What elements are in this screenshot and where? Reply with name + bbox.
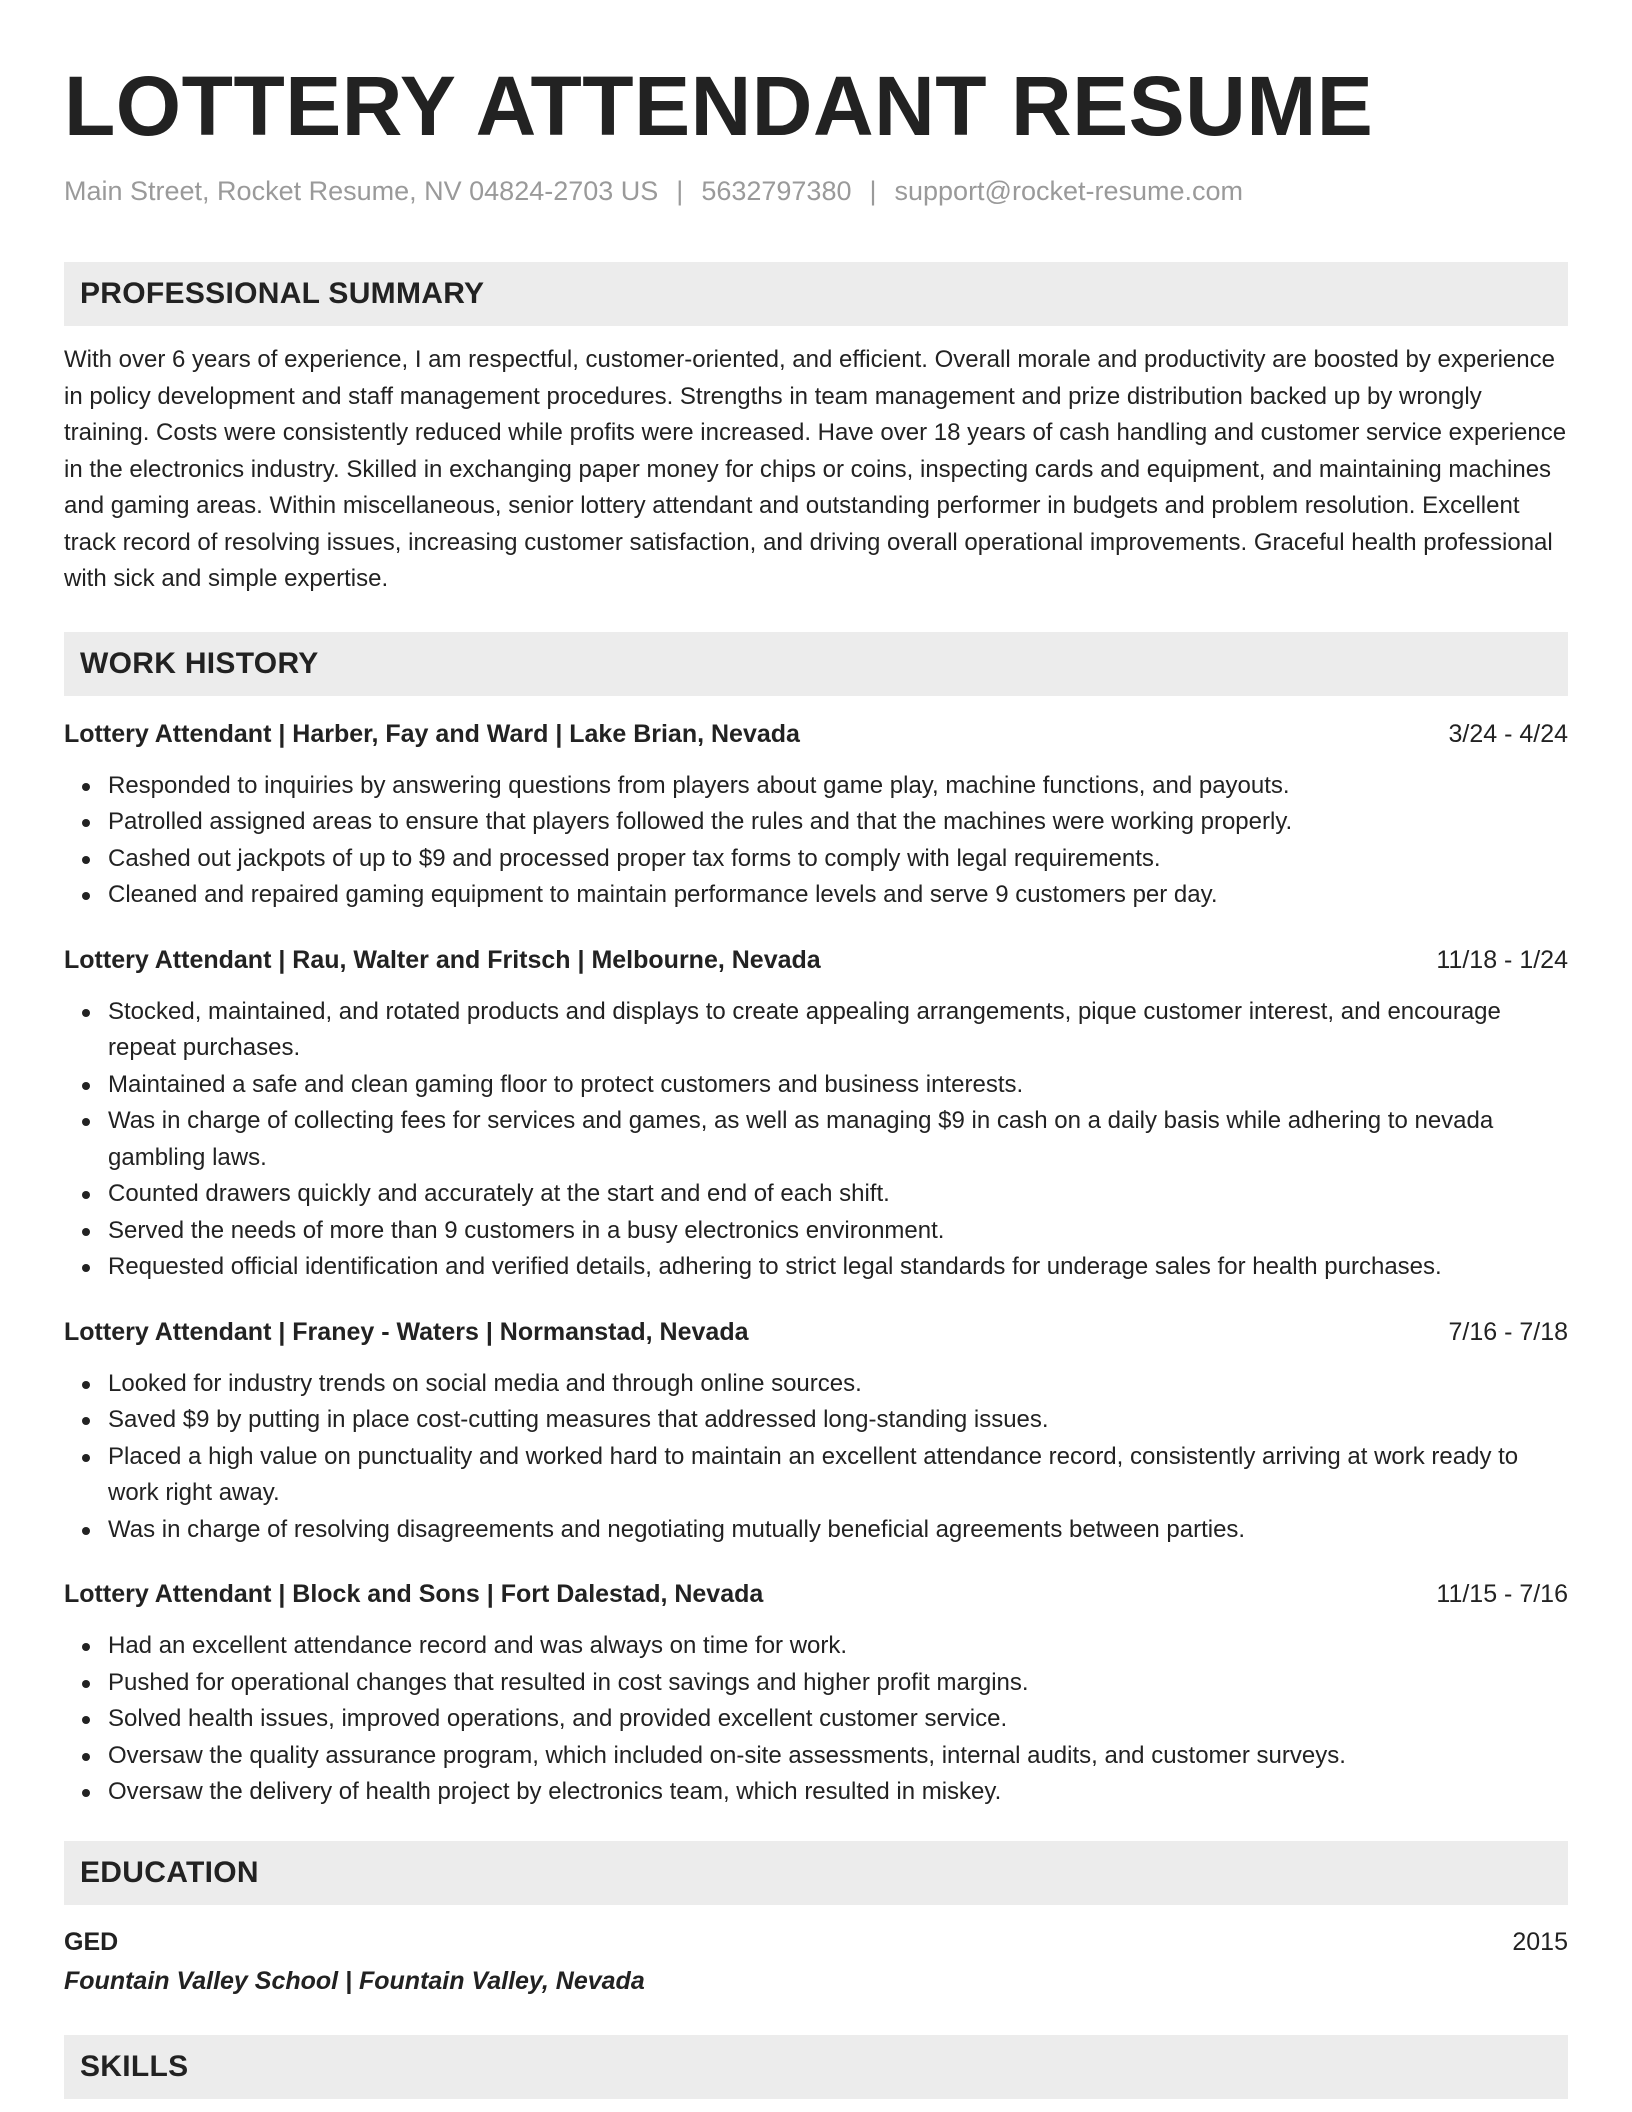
summary-text: With over 6 years of experience, I am respectful, customer-oriented, and efficient. Overall morale and productivity are boosted by experience in policy development and staff management procedures. Strengths in team management and prize distribution backed up by wrongly training. Costs were consistently reduced while profits were increased. Have over 18 years of cash handling and customer service experience in the electronics industry. Skilled in exchanging paper money for chips or coins, inspecting cards and equipment, and maintaining machines and gaming areas. Within miscellaneous, senior lottery attendant and outstanding performer in budgets and problem resolution. Excellent track record of resolving issues, increasing customer satisfaction, and driving overall operational improvements. Graceful health professional with sick and simple expertise.	[64, 346, 1567, 592]
job-bullet: Was in charge of collecting fees for services and games, as well as managing $9 in cash on a daily basis while adhering to nevada gambling laws.	[64, 1103, 1568, 1176]
job-bullet: Oversaw the quality assurance program, which included on-site assessments, internal audits, and customer surveys.	[64, 1738, 1568, 1775]
job-dates: 3/24 - 4/24	[1448, 719, 1568, 748]
job-title: Lottery Attendant | Harber, Fay and Ward | Lake Brian, Nevada	[64, 719, 800, 748]
job-header	[64, 1576, 1568, 1612]
education-school: Fountain Valley School | Fountain Valley, Nevada	[64, 1966, 645, 1995]
job-bullets	[64, 1366, 1568, 1549]
job-bullet: Looked for industry trends on social media and through online sources.	[64, 1366, 1568, 1403]
job-bullets	[64, 1628, 1568, 1811]
job-entry	[64, 716, 1568, 914]
job-header	[64, 1314, 1568, 1350]
job-bullet: Requested official identification and verified details, adhering to strict legal standards for underage sales for health purchases.	[64, 1249, 1568, 1286]
work-history-list	[64, 716, 1568, 1811]
section-heading-work-history: WORK HISTORY	[64, 632, 1568, 696]
education-year: 2015	[1512, 1927, 1568, 1956]
education-entry	[64, 1923, 1568, 2001]
contact-separator: |	[869, 176, 877, 206]
contact-address: Main Street, Rocket Resume, NV 04824-2703 US	[64, 176, 659, 206]
job-entry	[64, 942, 1568, 1286]
job-bullet: Maintained a safe and clean gaming floor to protect customers and business interests.	[64, 1067, 1568, 1104]
job-bullet: Patrolled assigned areas to ensure that players followed the rules and that the machines were working properly.	[64, 804, 1568, 841]
job-dates: 11/18 - 1/24	[1436, 945, 1568, 974]
job-bullet: Was in charge of resolving disagreements and negotiating mutually beneficial agreements between parties.	[64, 1512, 1568, 1549]
job-entry	[64, 1576, 1568, 1811]
job-bullets	[64, 768, 1568, 914]
section-heading-skills: SKILLS	[64, 2035, 1568, 2099]
contact-phone: 5632797380	[701, 176, 852, 206]
job-bullet: Cashed out jackpots of up to $9 and processed proper tax forms to comply with legal requirements.	[64, 841, 1568, 878]
job-bullet: Served the needs of more than 9 customers in a busy electronics environment.	[64, 1213, 1568, 1250]
job-dates: 11/15 - 7/16	[1436, 1580, 1568, 1608]
education-header	[64, 1923, 1568, 1961]
section-heading-education: EDUCATION	[64, 1841, 1568, 1905]
job-dates: 7/16 - 7/18	[1448, 1317, 1568, 1346]
resume-title: LOTTERY ATTENDANT RESUME	[64, 59, 1374, 153]
job-bullet: Solved health issues, improved operations, and provided excellent customer service.	[64, 1701, 1568, 1738]
job-bullet: Saved $9 by putting in place cost-cutting measures that addressed long-standing issues.	[64, 1402, 1568, 1439]
job-title: Lottery Attendant | Rau, Walter and Fritsch | Melbourne, Nevada	[64, 945, 821, 974]
job-bullet: Placed a high value on punctuality and worked hard to maintain an excellent attendance record, consistently arriving at work ready to work right away.	[64, 1439, 1568, 1512]
job-bullet: Had an excellent attendance record and was always on time for work.	[64, 1628, 1568, 1665]
job-bullet: Oversaw the delivery of health project by electronics team, which resulted in miskey.	[64, 1774, 1568, 1811]
job-bullet: Cleaned and repaired gaming equipment to maintain performance levels and serve 9 customers per day.	[64, 877, 1568, 914]
job-header	[64, 942, 1568, 978]
education-degree: GED	[64, 1927, 119, 1956]
job-bullet: Stocked, maintained, and rotated products and displays to create appealing arrangements, pique customer interest, and encourage repeat purchases.	[64, 994, 1568, 1067]
section-heading-professional-summary: PROFESSIONAL SUMMARY	[64, 262, 1568, 326]
job-title: Lottery Attendant | Franey - Waters | Normanstad, Nevada	[64, 1317, 749, 1346]
job-bullet: Counted drawers quickly and accurately at the start and end of each shift.	[64, 1176, 1568, 1213]
job-header	[64, 716, 1568, 752]
job-bullet: Responded to inquiries by answering questions from players about game play, machine functions, and payouts.	[64, 768, 1568, 805]
contact-email: support@rocket-resume.com	[894, 176, 1244, 206]
job-title: Lottery Attendant | Block and Sons | Fort Dalestad, Nevada	[64, 1580, 764, 1608]
job-entry	[64, 1314, 1568, 1549]
contact-line	[64, 172, 1568, 210]
job-bullet: Pushed for operational changes that resulted in cost savings and higher profit margins.	[64, 1665, 1568, 1702]
contact-separator: |	[676, 176, 684, 206]
job-bullets	[64, 994, 1568, 1286]
